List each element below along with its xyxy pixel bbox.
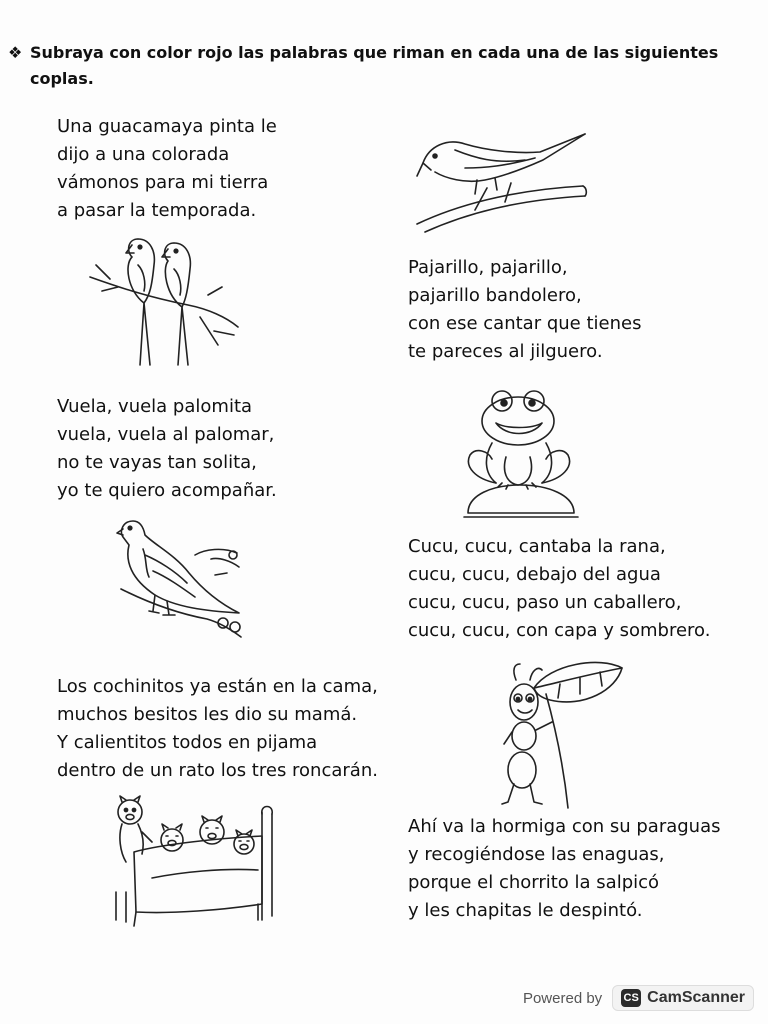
instruction-line-1 <box>8 40 764 66</box>
copla-hormiga <box>408 813 721 925</box>
copla-line: con ese cantar que tienes <box>408 313 642 334</box>
copla-line: muchos besitos les dio su mamá. <box>57 704 358 725</box>
copla-line: Pajarillo, pajarillo, <box>408 257 568 278</box>
ant-with-leaf-umbrella-illustration <box>500 660 625 810</box>
copla-line: cucu, cucu, con capa y sombrero. <box>408 620 711 641</box>
bird-on-branch-illustration <box>415 128 590 238</box>
copla-line: te pareces al jilguero. <box>408 341 603 362</box>
copla-line: Ahí va la hormiga con su paraguas <box>408 816 721 837</box>
scanner-watermark <box>523 983 754 1013</box>
instruction-text-1: Subraya con color rojo las palabras que riman en cada una de las siguientes <box>30 43 719 62</box>
pigeon-on-branch-illustration <box>115 515 245 645</box>
copla-line: y les chapitas le despintó. <box>408 900 643 921</box>
copla-line: vuela, vuela al palomar, <box>57 424 275 445</box>
copla-line: dentro de un rato los tres roncarán. <box>57 760 378 781</box>
copla-line: Los cochinitos ya están en la cama, <box>57 676 378 697</box>
copla-line: cucu, cucu, debajo del agua <box>408 564 661 585</box>
instructions <box>8 40 764 92</box>
two-parrots-illustration <box>88 235 240 367</box>
copla-rana <box>408 533 710 645</box>
instruction-line-2: coplas. <box>30 69 94 88</box>
copla-guacamaya <box>57 113 277 225</box>
camscanner-badge <box>612 985 754 1011</box>
copla-pajarillo <box>408 254 641 366</box>
copla-line: dijo a una colorada <box>57 144 230 165</box>
copla-line: Vuela, vuela palomita <box>57 396 253 417</box>
powered-by-label: Powered by <box>522 989 603 1007</box>
copla-line: Una guacamaya pinta le <box>57 116 277 137</box>
piglets-in-bed-illustration <box>112 792 277 927</box>
copla-line: yo te quiero acompañar. <box>57 480 277 501</box>
copla-cochinitos <box>57 673 378 785</box>
copla-line: vámonos para mi tierra <box>57 172 269 193</box>
copla-palomita <box>57 393 277 505</box>
copla-line: y recogiéndose las enaguas, <box>408 844 665 865</box>
bullet-icon: ❖ <box>8 43 23 62</box>
copla-line: Cucu, cucu, cantaba la rana, <box>408 536 666 557</box>
frog-on-rock-illustration <box>462 387 580 521</box>
camscanner-logo-icon: CS <box>621 989 641 1007</box>
copla-line: pajarillo bandolero, <box>408 285 582 306</box>
copla-line: Y calientitos todos en pijama <box>57 732 318 753</box>
camscanner-brand: CamScanner <box>647 989 745 1006</box>
copla-line: porque el chorrito la salpicó <box>408 872 660 893</box>
copla-line: cucu, cucu, paso un caballero, <box>408 592 682 613</box>
copla-line: no te vayas tan solita, <box>57 452 257 473</box>
copla-line: a pasar la temporada. <box>57 200 257 221</box>
